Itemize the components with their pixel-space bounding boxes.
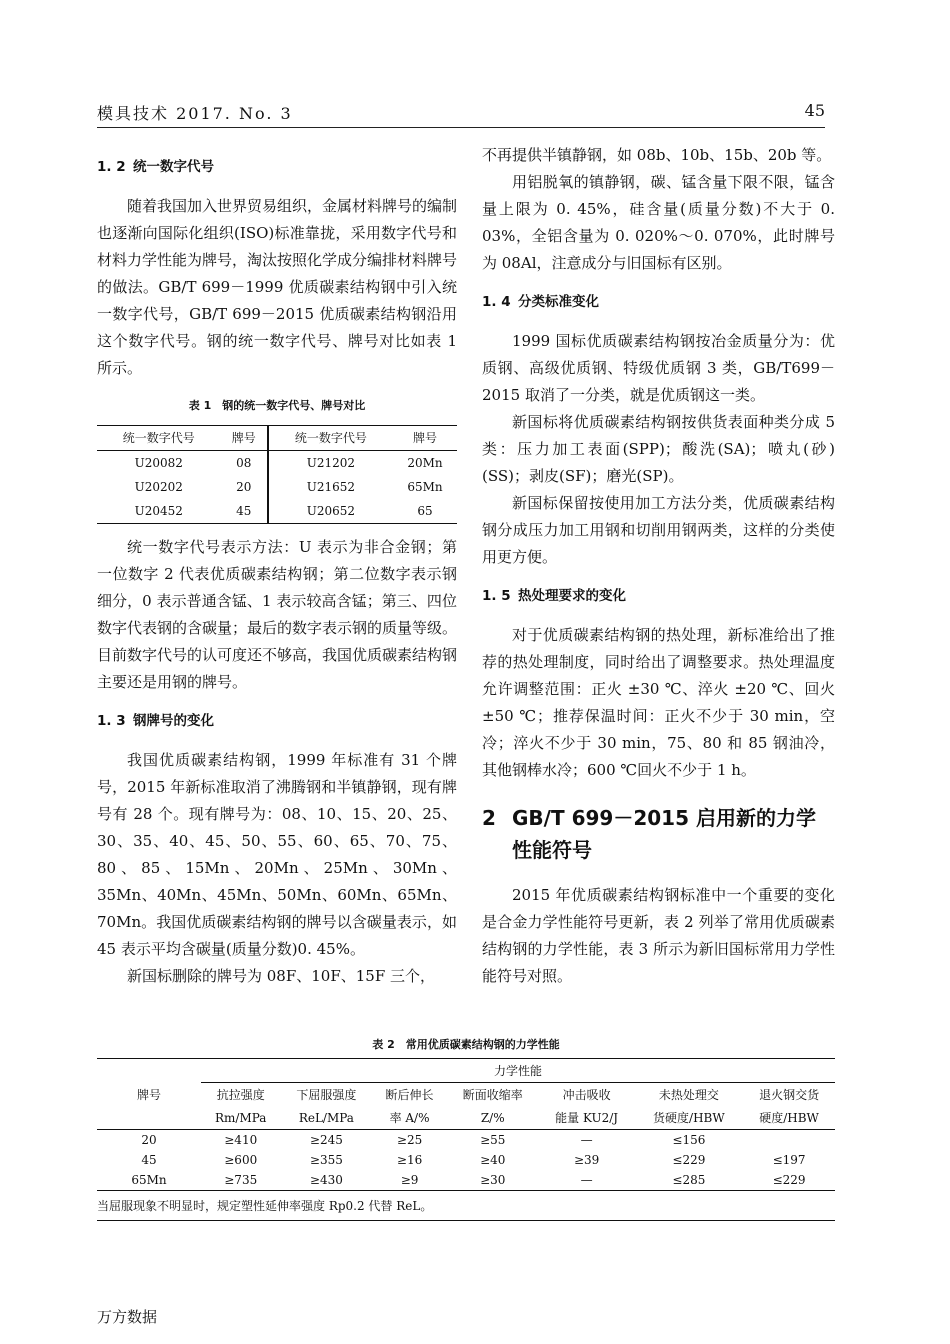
section-1-2-heading: 1. 2 统一数字代号 <box>97 159 214 175</box>
table-2-block <box>97 1026 835 1221</box>
table-header-cell: 率 A/% <box>372 1106 447 1130</box>
table-header-cell: 牌号 <box>393 426 457 451</box>
paragraph: 新国标保留按使用加工方法分类，优质碳素结构钢分成压力加工用钢和切削用钢两类，这样的分类使用更方便。 <box>482 494 835 566</box>
journal-title: 模具技术 2017. No. 3 <box>97 104 293 123</box>
section-1-5-heading: 1. 5 热处理要求的变化 <box>482 588 626 604</box>
table-row: 45 ≥600 ≥355 ≥16 ≥40 ≥39 ≤229 ≤197 <box>141 1153 806 1167</box>
running-header <box>97 97 825 128</box>
paragraph: 用铝脱氧的镇静钢，碳、锰含量下限不限，锰含量上限为 0. 45%，硅含量(质量分数)不大于 0. 03%，全铝含量为 0. 020%～0. 070%，此时牌号为 08Al，注意成分与旧国标有区别。 <box>482 173 835 272</box>
table-header-cell: 力学性能 <box>201 1059 835 1083</box>
table-row: U20452 45 U20652 65 <box>97 499 457 524</box>
table-header-cell: 退火钢交货 <box>759 1088 820 1102</box>
paragraph: 统一数字代号表示方法：U 表示为非合金钢；第一位数字 2 代表优质碳素结构钢；第二位数字表示钢细分，0 表示普通含锰、1 表示较高含锰；第三、四位数字代表钢的含碳量；最后的数字表示钢的质量等级。目前数字代号的认可度还不够高，我国优质碳素结构钢主要还是用钢的牌号。 <box>97 538 458 691</box>
table-2-note: 当屈服现象不明显时，规定塑性延伸率强度 Rp0.2 代替 ReL。 <box>97 1191 835 1221</box>
paragraph: 不再提供半镇静钢，如 08b、10b、15b、20b 等。 <box>482 146 832 164</box>
table-header-cell: 货硬度/HBW <box>635 1106 744 1130</box>
page-number: 45 <box>804 101 825 120</box>
paragraph: 对于优质碳素结构钢的热处理，新标准给出了推荐的热处理制度，同时给出了调整要求。热处理温度允许调整范围：正火 ±30 ℃、淬火 ±20 ℃、回火 ±50 ℃；推荐保温时间：正火不少于 30 min，空冷；淬火不少于 30 min，75、80 和 85 钢油冷，其他钢棒水冷；600 ℃回火不少于 1 h。 <box>482 626 835 779</box>
table-row: U20202 20 U21652 65Mn <box>97 475 457 499</box>
right-column <box>482 142 835 990</box>
table-header-cell: 统一数字代号 <box>97 426 221 451</box>
paragraph: 随着我国加入世界贸易组织，金属材料牌号的编制也逐渐向国际化组织(ISO)标准靠拢，采用数字代号和材料力学性能为牌号，淘汰按照化学成分编排材料牌号的做法。GB/T 699－1999 优质碳素结构钢中引入统一数字代号，GB/T 699－2015 优质碳素结构钢沿用这个数字代号。钢的统一数字代号、牌号对比如表 1 所示。 <box>97 197 458 377</box>
table-2-caption: 表 2 常用优质碳素结构钢的力学性能 <box>372 1038 560 1051</box>
table-header-cell: 未热处理交 <box>658 1088 719 1102</box>
footer-watermark: 万方数据 <box>97 1308 158 1326</box>
table-header-cell: 断后伸长 <box>385 1088 434 1102</box>
paragraph: 2015 年优质碳素结构钢标准中一个重要的变化是合金力学性能符号更新，表 2 列举了常用优质碳素结构钢的力学性能，表 3 所示为新旧国标常用力学性能符号对照。 <box>482 886 835 985</box>
table-header-cell: 牌号 <box>221 426 268 451</box>
table-1 <box>97 425 457 524</box>
table-header-cell: 牌号 <box>97 1059 201 1130</box>
table-2 <box>97 1058 835 1221</box>
table-header-cell: 断面收缩率 <box>462 1088 523 1102</box>
section-1-4-heading: 1. 4 分类标准变化 <box>482 294 599 310</box>
paragraph: 我国优质碳素结构钢，1999 年标准有 31 个牌号，2015 年新标准取消了沸腾钢和半镇静钢，现有牌号有 28 个。现有牌号为：08、10、15、20、25、30、35、40、45、50、55、60、65、70、75、80、85、15Mn、20Mn、25Mn、30Mn、35Mn、40Mn、45Mn、50Mn、60Mn、65Mn、70Mn。我国优质碳素结构钢的牌号以含碳量表示，如 45 表示平均含碳量(质量分数)0. 45%。 <box>97 751 457 958</box>
section-1-3-heading: 1. 3 钢牌号的变化 <box>97 713 214 729</box>
paragraph: 新国标将优质碳素结构钢按供货表面种类分成 5 类：压力加工表面(SPP)；酸洗(SA)；喷丸(砂)(SS)；剥皮(SF)；磨光(SP)。 <box>482 413 835 485</box>
left-column <box>97 142 457 990</box>
table-header-cell: 抗拉强度 <box>216 1088 265 1102</box>
section-2-heading: 2 GB/T 699－2015 启用新的力学性能符号 <box>482 806 816 862</box>
table-1-caption: 表 1 钢的统一数字代号、牌号对比 <box>188 399 366 412</box>
table-row: U20082 08 U21202 20Mn <box>97 451 457 476</box>
table-header-cell: Z/% <box>447 1106 539 1130</box>
paragraph: 新国标删除的牌号为 08F、10F、15F 三个， <box>127 967 436 985</box>
table-header-cell: 冲击吸收 <box>562 1088 611 1102</box>
table-header-cell: Rm/MPa <box>201 1106 280 1130</box>
table-header-cell: 统一数字代号 <box>268 426 393 451</box>
table-header-cell: 硬度/HBW <box>743 1106 835 1130</box>
table-header-cell: 下屈服强度 <box>296 1088 357 1102</box>
table-row: 65Mn ≥735 ≥430 ≥9 ≥30 — ≤285 ≤229 <box>97 1170 835 1191</box>
table-header-cell: 能量 KU2/J <box>539 1106 635 1130</box>
table-row: 20 ≥410 ≥245 ≥25 ≥55 — ≤156 <box>141 1133 706 1147</box>
table-header-cell: ReL/MPa <box>280 1106 372 1130</box>
paragraph: 1999 国标优质碳素结构钢按冶金质量分为：优质钢、高级优质钢、特级优质钢 3 类，GB/T699－2015 取消了一分类，就是优质钢这一类。 <box>482 332 835 404</box>
